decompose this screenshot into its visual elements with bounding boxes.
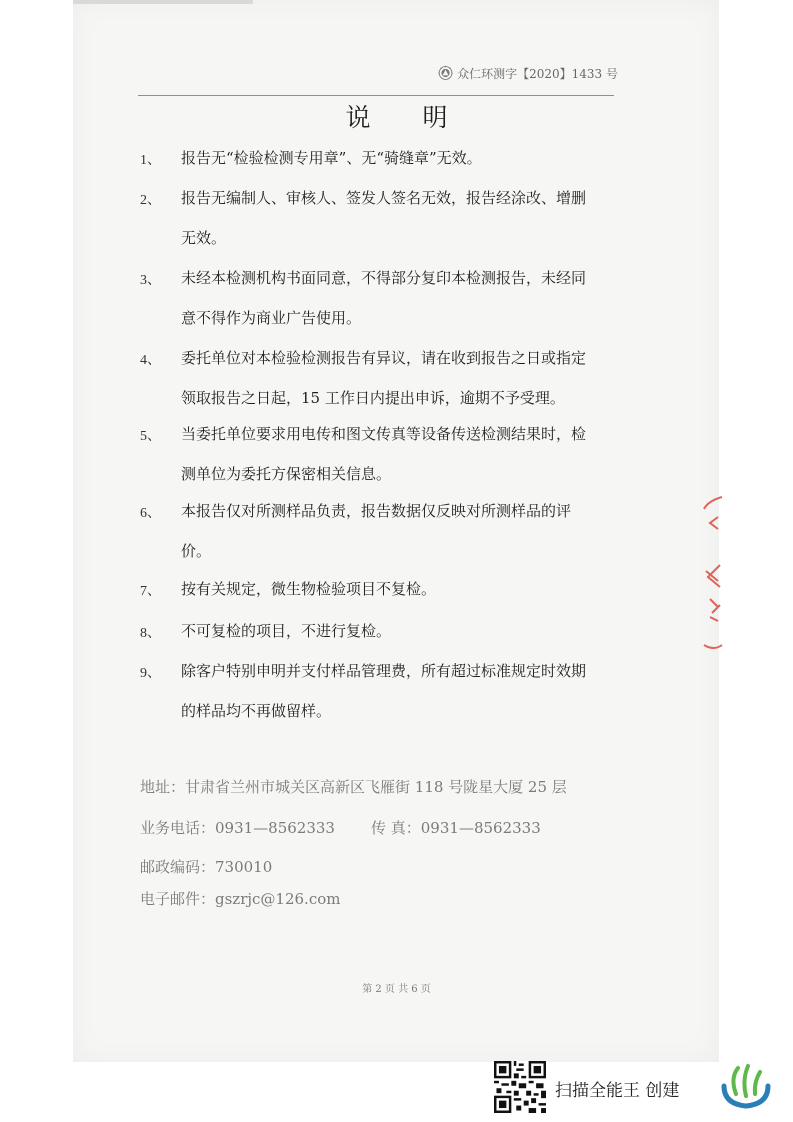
notice-item-text: 不可复检的项目，不进行复检。 xyxy=(181,622,392,640)
scanner-watermark-text: 扫描全能王 创建 xyxy=(555,1081,680,1101)
notice-item-text: 本报告仅对所测样品负责，报告数据仅反映对所测样品的评 xyxy=(181,502,572,520)
report-reference-number: 众仁环测字【2020】1433 号 xyxy=(457,66,618,81)
notice-item-text: 按有关规定，微生物检验项目不复检。 xyxy=(181,580,437,598)
seal-stamp-fragment xyxy=(700,495,724,655)
notice-item-number: 6、 xyxy=(140,506,161,521)
agency-logo-icon xyxy=(438,60,453,86)
address-line: 地址：甘肃省兰州市城关区高新区飞雁街 118 号陇星大厦 25 层 xyxy=(140,778,567,796)
notice-item-number: 1、 xyxy=(140,153,161,168)
notice-item-text: 当委托单位要求用电传和图文传真等设备传送检测结果时，检 xyxy=(181,425,587,443)
page-number: 第 2 页 共 6 页 xyxy=(362,984,431,995)
notice-item-number: 7、 xyxy=(140,584,161,599)
page-title: 说 明 xyxy=(345,103,470,132)
email-line: 电子邮件：gszrjc@126.com xyxy=(140,890,341,908)
qr-code-icon xyxy=(494,1061,546,1113)
notice-item-text: 价。 xyxy=(181,542,212,560)
notice-item-text: 测单位为委托方保密相关信息。 xyxy=(181,465,392,483)
notice-item-number: 2、 xyxy=(140,193,161,208)
phone-line: 业务电话：0931—8562333 xyxy=(140,819,335,837)
notice-item-number: 9、 xyxy=(140,666,161,681)
notice-item-number: 4、 xyxy=(140,353,161,368)
notice-item-text: 领取报告之日起，15 工作日内提出申诉，逾期不予受理。 xyxy=(181,389,565,407)
notice-item-text: 委托单位对本检验检测报告有异议，请在收到报告之日或指定 xyxy=(181,349,587,367)
header-rule xyxy=(138,95,614,96)
notice-item-text: 报告无编制人、审核人、签发人签名无效，报告经涂改、增删 xyxy=(181,189,587,207)
notice-item-text: 除客户特别申明并支付样品管理费，所有超过标准规定时效期 xyxy=(181,662,587,680)
report-header xyxy=(438,58,618,88)
fax-line: 传 真：0931—8562333 xyxy=(371,819,541,837)
notice-item-text: 意不得作为商业广告使用。 xyxy=(181,309,362,327)
postcode-line: 邮政编码：730010 xyxy=(140,858,273,876)
notice-item-text: 报告无“检验检测专用章”、无“骑缝章”无效。 xyxy=(181,149,482,167)
scan-edge-strip xyxy=(73,0,253,4)
notice-item-number: 3、 xyxy=(140,273,161,288)
notice-item-text: 无效。 xyxy=(181,229,227,247)
scanner-app-logo-icon xyxy=(718,1064,774,1110)
notice-item-number: 8、 xyxy=(140,626,161,641)
notice-item-number: 5、 xyxy=(140,429,161,444)
notice-item-text: 未经本检测机构书面同意，不得部分复印本检测报告，未经同 xyxy=(181,269,587,287)
notice-item-text: 的样品均不再做留样。 xyxy=(181,702,332,720)
